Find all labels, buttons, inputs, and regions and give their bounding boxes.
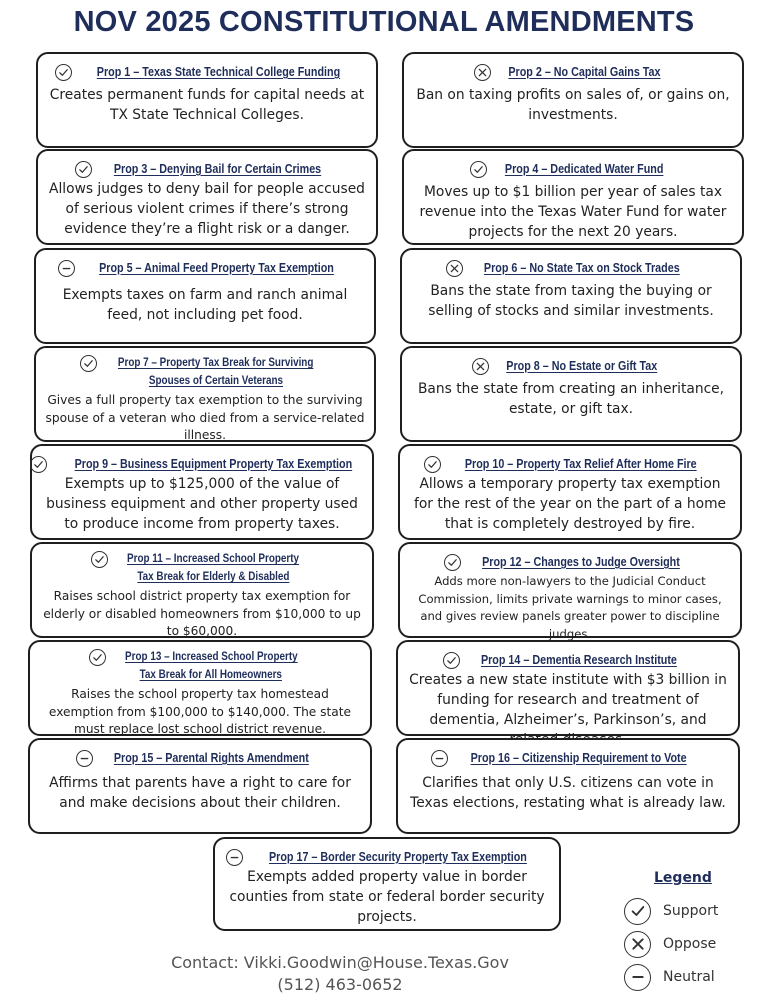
- prop-header: [474, 63, 673, 81]
- prop-heading: Prop 4 – Dedicated Water Fund: [504, 162, 664, 176]
- prop-description: Allows judges to deny bail for people accused of serious violent crimes if there’s strong evidence they’re a flight risk or a danger.: [49, 181, 365, 237]
- prop-heading: Tax Break for All Homeowners: [139, 669, 283, 681]
- prop-card-5: [34, 248, 376, 344]
- legend-label: Neutral: [663, 968, 715, 985]
- legend-label: Support: [663, 902, 719, 919]
- prop-card-14: [396, 640, 740, 736]
- prop-description: Clarifies that only U.S. citizens can vote in Texas elections, restating what is already law.: [410, 775, 726, 811]
- prop-description: Exempts up to $125,000 of the value of business equipment and other property used to produce income from property taxes.: [46, 476, 358, 532]
- prop-description: Raises school district property tax exemption for elderly or disabled homeowners from $10,000 to up to $60,000.: [43, 589, 361, 638]
- legend-title: Legend: [654, 870, 712, 886]
- prop-card-10: [398, 444, 742, 540]
- support-icon: [80, 355, 97, 372]
- oppose-icon: [624, 931, 651, 958]
- oppose-icon: [446, 260, 463, 277]
- neutral-icon: [76, 750, 93, 767]
- prop-heading: Prop 12 – Changes to Judge Oversight: [482, 555, 680, 569]
- prop-card-8: [400, 346, 742, 442]
- prop-description: Adds more non-lawyers to the Judicial Conduct Commission, limits private warnings to minor cases, and gives review panels greater power to discipline judges.: [418, 574, 722, 641]
- prop-heading: Prop 14 – Dementia Research Institute: [481, 653, 677, 667]
- prop-card-12: [398, 542, 742, 641]
- contact-phone: (512) 463-0652: [277, 975, 403, 994]
- prop-heading: Prop 13 – Increased School Property: [124, 651, 298, 663]
- legend-label: Oppose: [663, 935, 717, 952]
- prop-header: [80, 354, 329, 390]
- legend-item-support: [624, 894, 744, 927]
- prop-description: Exempts added property value in border counties from state or federal border security projects.: [229, 869, 545, 925]
- legend: [624, 870, 744, 993]
- oppose-icon: [472, 358, 489, 375]
- prop-heading: Spouses of Certain Veterans: [148, 375, 284, 387]
- support-icon: [30, 456, 47, 473]
- prop-card-1: [36, 52, 378, 148]
- prop-header: [444, 553, 696, 571]
- prop-heading: Prop 6 – No State Tax on Stock Trades: [484, 261, 680, 275]
- prop-description: Creates permanent funds for capital needs at TX State Technical Colleges.: [49, 87, 365, 123]
- support-icon: [55, 64, 72, 81]
- prop-header: [424, 455, 716, 473]
- prop-heading: Prop 2 – No Capital Gains Tax: [507, 65, 661, 79]
- prop-heading: Prop 11 – Increased School Property: [126, 553, 300, 565]
- prop-header: [472, 357, 670, 375]
- prop-header: [226, 848, 548, 866]
- prop-card-13: [28, 640, 372, 736]
- support-icon: [470, 161, 487, 178]
- prop-heading: Prop 7 – Property Tax Break for Surviving: [118, 357, 314, 369]
- prop-description: Allows a temporary property tax exemption for the rest of the year on the part of a home that is completely destroyed by fire.: [413, 476, 727, 532]
- prop-heading: Prop 8 – No Estate or Gift Tax: [506, 359, 658, 373]
- prop-header: [58, 259, 353, 277]
- prop-card-15: [28, 738, 372, 834]
- neutral-icon: [226, 849, 243, 866]
- prop-header: [446, 259, 696, 277]
- support-icon: [444, 554, 461, 571]
- prop-card-17: [213, 837, 561, 931]
- support-icon: [91, 551, 108, 568]
- prop-header: [55, 63, 360, 81]
- prop-header: [75, 160, 338, 178]
- prop-description: Gives a full property tax exemption to the surviving spouse of a veteran who died from a service-related illness.: [45, 393, 365, 442]
- contact-email: Contact: Vikki.Goodwin@House.Texas.Gov: [171, 953, 509, 972]
- support-icon: [89, 649, 106, 666]
- support-icon: [443, 652, 460, 669]
- prop-card-9: [30, 444, 374, 540]
- neutral-icon: [624, 964, 651, 991]
- prop-heading: Prop 9 – Business Equipment Property Tax Exemption: [74, 457, 352, 471]
- prop-heading: Prop 3 – Denying Bail for Certain Crimes: [114, 162, 322, 176]
- prop-heading: Prop 17 – Border Security Property Tax Exemption: [269, 850, 527, 864]
- prop-heading: Tax Break for Elderly & Disabled: [136, 571, 290, 583]
- legend-item-oppose: [624, 927, 744, 960]
- neutral-icon: [58, 260, 75, 277]
- prop-card-6: [400, 248, 742, 344]
- prop-card-3: [36, 149, 378, 245]
- prop-description: Affirms that parents have a right to care for and make decisions about their children.: [49, 775, 351, 811]
- prop-header: [443, 651, 693, 669]
- neutral-icon: [431, 750, 448, 767]
- support-icon: [624, 898, 651, 925]
- prop-description: Exempts taxes on farm and ranch animal feed, not including pet food.: [62, 287, 348, 323]
- prop-heading: Prop 1 – Texas State Technical College Funding: [96, 65, 340, 79]
- prop-heading: Prop 5 – Animal Feed Property Tax Exemption: [98, 261, 334, 275]
- prop-header: [91, 550, 313, 586]
- legend-item-neutral: [624, 960, 744, 993]
- support-icon: [75, 161, 92, 178]
- prop-card-11: [30, 542, 374, 638]
- prop-card-7: [34, 346, 376, 442]
- prop-description: Bans the state from taxing the buying or selling of stocks and similar investments.: [428, 283, 714, 319]
- prop-header: [76, 749, 325, 767]
- prop-description: Ban on taxing profits on sales of, or gains on, investments.: [416, 87, 730, 123]
- page-title: NOV 2025 CONSTITUTIONAL AMENDMENTS: [73, 6, 695, 38]
- prop-description: Moves up to $1 billion per year of sales tax revenue into the Texas Water Fund for water projects for the next 20 years.: [419, 184, 727, 240]
- prop-heading: Prop 15 – Parental Rights Amendment: [113, 751, 309, 765]
- prop-header: [470, 160, 676, 178]
- prop-header: [89, 648, 312, 684]
- oppose-icon: [474, 64, 491, 81]
- prop-card-16: [396, 738, 740, 834]
- prop-heading: Prop 16 – Citizenship Requirement to Vote: [470, 751, 688, 765]
- prop-heading: Prop 10 – Property Tax Relief After Home Fire: [465, 457, 697, 471]
- prop-description: Raises the school property tax homestead exemption from $100,000 to $140,000. The state must replace lost school district revenue.: [48, 687, 352, 736]
- prop-description: Creates a new state institute with $3 billion in funding for research and treatment of dementia, Alzheimer’s, Parkinson’s, and: [409, 672, 727, 728]
- prop-description: Bans the state from creating an inheritance, estate, or gift tax.: [417, 381, 725, 417]
- prop-card-4: [402, 149, 744, 245]
- support-icon: [424, 456, 441, 473]
- contact-info: [150, 952, 530, 996]
- prop-card-2: [402, 52, 744, 148]
- prop-header: [30, 455, 375, 473]
- prop-header: [431, 749, 704, 767]
